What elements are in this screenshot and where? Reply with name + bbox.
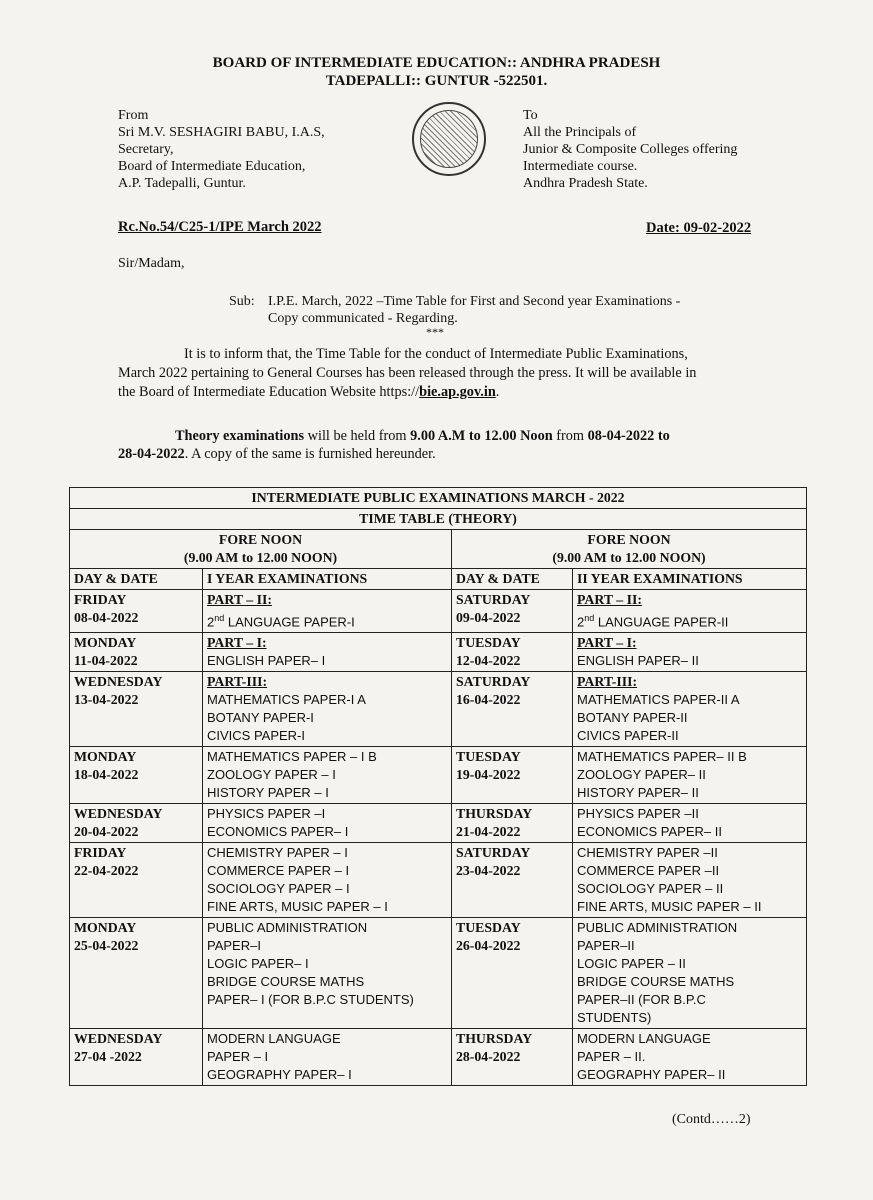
- day-name: FRIDAY: [74, 845, 127, 861]
- day-name: TUESDAY: [456, 920, 521, 936]
- exam-paper: HISTORY PAPER – I: [207, 785, 329, 801]
- exam-date: 16-04-2022: [456, 692, 521, 708]
- from-label: From: [118, 108, 149, 123]
- exam-date: 13-04-2022: [74, 692, 139, 708]
- exam-date: 08-04-2022: [74, 610, 139, 625]
- exam-paper: PAPER– I (FOR B.P.C STUDENTS): [207, 992, 414, 1008]
- day-name: THURSDAY: [456, 1031, 533, 1047]
- exam-cell: [203, 672, 452, 747]
- exam-paper: CHEMISTRY PAPER –II: [577, 845, 718, 861]
- day-date-cell: [70, 747, 203, 804]
- to-recipient: All the Principals of: [523, 125, 637, 140]
- exam-date: 27-04 -2022: [74, 1049, 142, 1065]
- exam-date: 22-04-2022: [74, 863, 139, 879]
- day-date-cell: [70, 1029, 203, 1086]
- exam-paper: PAPER–I: [207, 938, 261, 954]
- to-block: [523, 107, 737, 192]
- table-row: [70, 1029, 807, 1086]
- day-name: THURSDAY: [456, 806, 533, 822]
- table-subtitle-row: [70, 509, 807, 530]
- para1-line2: March 2022 pertaining to General Courses has been released through the press. It will be available in: [118, 365, 697, 381]
- exam-paper: ENGLISH PAPER– I: [207, 653, 326, 669]
- exam-paper: MODERN LANGUAGE: [577, 1031, 711, 1047]
- exam-paper: MODERN LANGUAGE: [207, 1031, 341, 1047]
- exam-cell: [573, 843, 807, 918]
- exam-paper: PAPER–II (FOR B.P.C: [577, 992, 706, 1008]
- day-name: TUESDAY: [456, 635, 521, 651]
- from-org: Board of Intermediate Education,: [118, 159, 306, 174]
- exam-date: 25-04-2022: [74, 938, 139, 954]
- exam-paper: GEOGRAPHY PAPER– II: [577, 1067, 726, 1083]
- exam-paper: 2nd LANGUAGE PAPER-I: [207, 613, 355, 630]
- exam-cell: [203, 590, 452, 633]
- para2-line1: Theory examinations will be held from 9.00 A.M to 12.00 Noon from 08-04-2022 to: [175, 428, 670, 444]
- day-date-cell: [70, 918, 203, 1029]
- exam-date: 23-04-2022: [456, 863, 521, 879]
- exam-date: 21-04-2022: [456, 824, 521, 840]
- exam-cell: [203, 633, 452, 672]
- table-title-row: [70, 488, 807, 509]
- board-seal-logo: [412, 102, 486, 176]
- from-designation: Secretary,: [118, 142, 174, 157]
- exam-cell: [203, 918, 452, 1029]
- part-label: PART – II:: [207, 592, 272, 607]
- table-subtitle: TIME TABLE (THEORY): [70, 509, 807, 530]
- exam-paper: 2nd LANGUAGE PAPER-II: [577, 613, 729, 630]
- col-header-exam-1: I YEAR EXAMINATIONS: [203, 569, 452, 590]
- day-date-cell: [70, 590, 203, 633]
- exam-paper: PAPER – II.: [577, 1049, 646, 1065]
- exam-cell: [573, 804, 807, 843]
- exam-date: 28-04-2022: [456, 1049, 521, 1065]
- col-header-day-2: DAY & DATE: [452, 569, 573, 590]
- exam-paper: BOTANY PAPER-I: [207, 710, 314, 726]
- part-label: PART – I:: [577, 635, 637, 651]
- exam-paper: SOCIOLOGY PAPER – II: [577, 881, 724, 897]
- exam-paper: FINE ARTS, MUSIC PAPER – II: [577, 899, 762, 915]
- para1-line3: the Board of Intermediate Education Website https://bie.ap.gov.in.: [118, 384, 500, 400]
- exam-paper: MATHEMATICS PAPER– II B: [577, 749, 747, 765]
- exam-date: 20-04-2022: [74, 824, 139, 840]
- exam-paper: CIVICS PAPER-II: [577, 728, 679, 744]
- column-header-row: [70, 569, 807, 590]
- reference-number: Rc.No.54/C25-1/IPE March 2022: [118, 219, 322, 235]
- from-place: A.P. Tadepalli, Guntur.: [118, 176, 246, 191]
- exam-paper: CHEMISTRY PAPER – I: [207, 845, 348, 861]
- exam-paper: PAPER–II: [577, 938, 635, 954]
- day-date-cell: [452, 672, 573, 747]
- day-name: SATURDAY: [456, 845, 531, 861]
- exam-paper: ZOOLOGY PAPER– II: [577, 767, 706, 783]
- to-colleges: Junior & Composite Colleges offering: [523, 142, 738, 157]
- exam-paper: HISTORY PAPER– II: [577, 785, 699, 801]
- continued-note: (Contd……2): [672, 1112, 751, 1127]
- exam-cell: [573, 1029, 807, 1086]
- exam-paper: BRIDGE COURSE MATHS: [207, 974, 365, 990]
- exam-paper: ECONOMICS PAPER– II: [577, 824, 722, 840]
- exam-paper: MATHEMATICS PAPER-I A: [207, 692, 366, 708]
- exam-cell: [573, 918, 807, 1029]
- exam-paper: GEOGRAPHY PAPER– I: [207, 1067, 352, 1083]
- exam-paper: BOTANY PAPER-II: [577, 710, 688, 726]
- to-state: Andhra Pradesh State.: [523, 176, 648, 191]
- time-table: [69, 487, 807, 1086]
- exam-cell: [203, 843, 452, 918]
- col-header-exam-2: II YEAR EXAMINATIONS: [573, 569, 807, 590]
- subject-line-1: I.P.E. March, 2022 –Time Table for First and Second year Examinations -: [268, 294, 681, 309]
- day-date-cell: [70, 843, 203, 918]
- table-row: [70, 590, 807, 633]
- exam-cell: [573, 633, 807, 672]
- exam-cell: [573, 747, 807, 804]
- board-address: TADEPALLI:: GUNTUR -522501.: [325, 73, 548, 89]
- from-block: [118, 107, 325, 192]
- exam-date: 12-04-2022: [456, 653, 521, 669]
- part-label: PART-III:: [207, 674, 268, 690]
- table-row: [70, 918, 807, 1029]
- day-name: FRIDAY: [74, 592, 127, 607]
- day-name: MONDAY: [74, 749, 137, 765]
- day-name: WEDNESDAY: [74, 806, 163, 822]
- day-date-cell: [70, 672, 203, 747]
- exam-paper: STUDENTS): [577, 1010, 652, 1026]
- table-title: INTERMEDIATE PUBLIC EXAMINATIONS MARCH - 2022: [70, 488, 807, 509]
- subject-label: Sub:: [229, 294, 255, 309]
- exam-paper: MATHEMATICS PAPER – I B: [207, 749, 377, 765]
- exam-date: 19-04-2022: [456, 767, 521, 783]
- part-label: PART – I:: [207, 635, 267, 651]
- exam-date: 18-04-2022: [74, 767, 139, 783]
- table-row: [70, 804, 807, 843]
- to-course: Intermediate course.: [523, 159, 638, 174]
- table-row: [70, 843, 807, 918]
- table-row: [70, 672, 807, 747]
- website-link[interactable]: bie.ap.gov.in: [419, 384, 496, 400]
- day-date-cell: [452, 633, 573, 672]
- session-row: [70, 530, 807, 569]
- para2-line2: 28-04-2022. A copy of the same is furnished hereunder.: [118, 446, 436, 462]
- session-left: FORE NOON (9.00 AM to 12.00 NOON): [70, 530, 452, 569]
- from-name: Sri M.V. SESHAGIRI BABU, I.A.S,: [118, 125, 325, 140]
- day-name: TUESDAY: [456, 749, 521, 765]
- session-right: FORE NOON (9.00 AM to 12.00 NOON): [452, 530, 807, 569]
- exam-cell: [573, 590, 807, 633]
- exam-date: 09-04-2022: [456, 610, 521, 625]
- exam-paper: ENGLISH PAPER– II: [577, 653, 699, 669]
- exam-date: 11-04-2022: [74, 653, 138, 669]
- exam-paper: LOGIC PAPER– I: [207, 956, 309, 972]
- exam-cell: [203, 747, 452, 804]
- exam-paper: PUBLIC ADMINISTRATION: [207, 920, 368, 936]
- salutation: Sir/Madam,: [118, 256, 185, 271]
- day-date-cell: [452, 918, 573, 1029]
- board-title: BOARD OF INTERMEDIATE EDUCATION:: ANDHRA PRADESH: [212, 55, 661, 71]
- exam-paper: LOGIC PAPER – II: [577, 956, 686, 972]
- exam-date: 26-04-2022: [456, 938, 521, 954]
- subject-stars: ***: [426, 325, 444, 339]
- day-name: SATURDAY: [456, 674, 531, 690]
- day-date-cell: [452, 804, 573, 843]
- exam-paper: COMMERCE PAPER –II: [577, 863, 720, 879]
- exam-paper: ZOOLOGY PAPER – I: [207, 767, 336, 783]
- exam-paper: PUBLIC ADMINISTRATION: [577, 920, 738, 936]
- exam-paper: PAPER – I: [207, 1049, 269, 1065]
- col-header-day-1: DAY & DATE: [70, 569, 203, 590]
- exam-paper: PHYSICS PAPER –I: [207, 806, 326, 822]
- table-row: [70, 633, 807, 672]
- exam-paper: COMMERCE PAPER – I: [207, 863, 350, 879]
- exam-paper: ECONOMICS PAPER– I: [207, 824, 349, 840]
- exam-paper: SOCIOLOGY PAPER – I: [207, 881, 350, 897]
- part-label: PART – II:: [577, 592, 642, 607]
- subject-line-2: Copy communicated - Regarding.: [268, 311, 458, 326]
- day-date-cell: [452, 1029, 573, 1086]
- time-table-body: [70, 590, 807, 1086]
- table-row: [70, 747, 807, 804]
- letter-date: Date: 09-02-2022: [646, 220, 752, 236]
- exam-paper: FINE ARTS, MUSIC PAPER – I: [207, 899, 388, 915]
- to-label: To: [523, 108, 538, 123]
- day-date-cell: [452, 747, 573, 804]
- part-label: PART-III:: [577, 674, 638, 690]
- day-name: WEDNESDAY: [74, 1031, 163, 1047]
- exam-paper: CIVICS PAPER-I: [207, 728, 306, 744]
- day-date-cell: [452, 843, 573, 918]
- exam-cell: [203, 804, 452, 843]
- day-date-cell: [70, 804, 203, 843]
- exam-paper: MATHEMATICS PAPER-II A: [577, 692, 740, 708]
- para1-line1: It is to inform that, the Time Table for the conduct of Intermediate Public Examinations,: [184, 346, 688, 362]
- day-name: MONDAY: [74, 920, 137, 936]
- exam-paper: BRIDGE COURSE MATHS: [577, 974, 735, 990]
- day-date-cell: [452, 590, 573, 633]
- day-name: MONDAY: [74, 635, 137, 651]
- day-name: WEDNESDAY: [74, 674, 163, 690]
- exam-paper: PHYSICS PAPER –II: [577, 806, 699, 822]
- seal-emblem-icon: [420, 110, 478, 168]
- exam-cell: [573, 672, 807, 747]
- day-date-cell: [70, 633, 203, 672]
- exam-cell: [203, 1029, 452, 1086]
- day-name: SATURDAY: [456, 592, 531, 607]
